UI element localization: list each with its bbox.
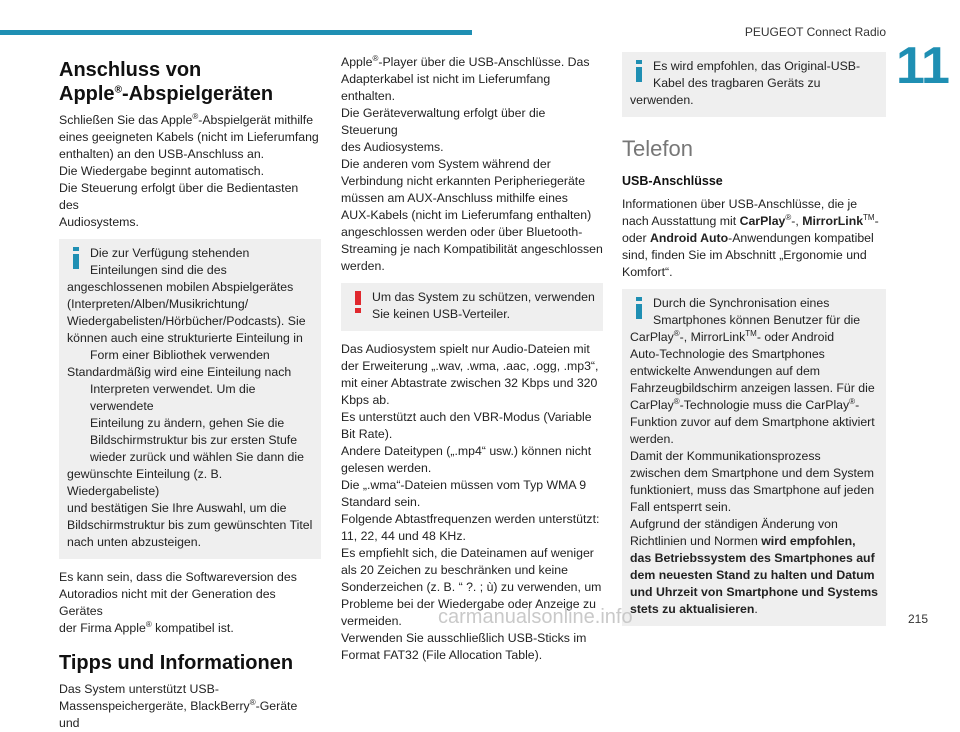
- warning-box-usb-hub: Um das System zu schützen, verwenden Sie keinen USB-Verteiler.: [341, 283, 603, 331]
- apple-intro-paragraph: Schließen Sie das Apple®-Abspielgerät mithilfe eines geeigneten Kabels (nicht im Lieferumfang enthalten) an den USB-Anschluss an. Die Wiedergabe beginnt automatisch. Die Steuerung erfolgt über die Bedientasten des Audiosystems.: [59, 111, 319, 229]
- info-icon: [632, 297, 646, 319]
- software-note-paragraph: Es kann sein, dass die Softwareversion des Autoradios nicht mit der Generation des Gerätes der Firma Apple® kompatibel ist.: [59, 570, 297, 635]
- audio-formats-paragraph: Das Audiosystem spielt nur Audio-Dateien mit der Erweiterung „.wav, .wma, .aac, .ogg, .mp3“, mit einer Abtastrate zwischen 32 Kbps und 320 Kbps ab. Es unterstützt auch den VBR-Modus (Variable Bit Rate). Andere Dateitypen („.mp4“ usw.) können nicht gelesen werden. Die „.wma“-Dateien müssen vom Typ WMA 9 Standard sein. Folgende Abtastfrequenzen werden unterstützt: 11, 22, 44 und 48 KHz. Es empfiehlt sich, die Dateinamen auf weniger als 20 Zeichen zu beschränken und keine Sonderzeichen (z. B. “ ?. ; ù) zu verwenden, um Probleme bei der Wiedergabe oder Anzeige zu vermeiden. Verwenden Sie ausschließlich USB-Sticks im Format FAT32 (File Allocation Table).: [341, 342, 602, 662]
- info-box-smartphone-sync: Durch die Synchronisation eines Smartphones können Benutzer für die CarPlay®-, MirrorLink™- oder Android Auto-Technologie des Smartphones entwickelte Anwendungen auf dem Fahrzeugbildschirm anzeigen lassen. Für die CarPlay®-Technologie muss die CarPlay®- Funktion zuvor auf dem Smartphone aktiviert werden. Damit der Kommunikationsprozess zwischen dem Smartphone und dem System funktioniert, muss das Smartphone auf jeden Fall entsperrt sein. Aufgrund der ständigen Änderung von Richtlinien und Normen wird empfohlen, das Betriebssystem des Smartphones auf dem neuesten Stand zu halten und Datum und Uhrzeit von Smartphone und Systems stets zu aktualisieren.: [622, 289, 886, 626]
- column-2: [341, 54, 603, 664]
- header-accent-bar: [0, 30, 472, 35]
- column-1: [59, 54, 321, 732]
- warning-icon: [351, 291, 365, 313]
- usb-devices-paragraph: Apple®-Player über die USB-Anschlüsse. Das Adapterkabel ist nicht im Lieferumfang enthalten. Die Geräteverwaltung erfolgt über die Steuerung des Audiosystems. Die anderen vom System während der Verbindung nicht erkannten Peripheriegeräte müssen am AUX-Anschluss mithilfe eines AUX-Kabels (nicht im Lieferumfang enthalten) angeschlossen werden oder über Bluetooth- Streaming je nach Kompatibilität angeschlossen werden.: [341, 53, 603, 273]
- column-3: [622, 52, 886, 636]
- section-heading-apple: Anschluss von Apple®-Abspielgeräten: [59, 59, 274, 105]
- tips-paragraph: Das System unterstützt USB- Massenspeichergeräte, BlackBerry®-Geräte und: [59, 682, 298, 730]
- info-box-original-cable: Es wird empfohlen, das Original-USB- Kabel des tragbaren Geräts zu verwenden.: [622, 52, 886, 117]
- chapter-number: 11: [896, 37, 949, 95]
- header-title: PEUGEOT Connect Radio: [744, 25, 886, 39]
- page-number: 215: [908, 612, 929, 626]
- info-icon: [632, 60, 646, 82]
- info-icon: [69, 247, 83, 269]
- subheading-usb-anschluesse: USB-Anschlüsse: [622, 174, 723, 188]
- watermark: carmanualsonline.info: [438, 606, 633, 628]
- section-heading-tips: Tipps und Informationen: [59, 652, 294, 674]
- info-box-classification: Die zur Verfügung stehenden Einteilungen sind die des angeschlossenen mobilen Abspielgerätes (Interpreten/Alben/Musikrichtung/ Wiedergabelisten/Hörbücher/Podcasts). Sie können auch eine strukturierte Einteilung in Form einer Bibliothek verwenden Standardmäßig wird eine Einteilung nach Interpreten verwendet. Um die verwendete Einteilung zu ändern, gehen Sie die Bildschirmstruktur bis zur ersten Stufe wieder zurück und wählen Sie dann die gewünschte Einteilung (z. B. Wiedergabeliste) und bestätigen Sie Ihre Auswahl, um die Bildschirmstruktur bis zum gewünschten Titel nach unten abzusteigen.: [59, 239, 321, 559]
- usb-connections-paragraph: Informationen über USB-Anschlüsse, die je nach Ausstattung mit CarPlay®-, MirrorLink™- oder Android Auto-Anwendungen kompatibel sind, finden Sie im Abschnitt „Ergonomie und Komfort“.: [622, 197, 879, 279]
- section-heading-telefon: Telefon: [622, 136, 693, 161]
